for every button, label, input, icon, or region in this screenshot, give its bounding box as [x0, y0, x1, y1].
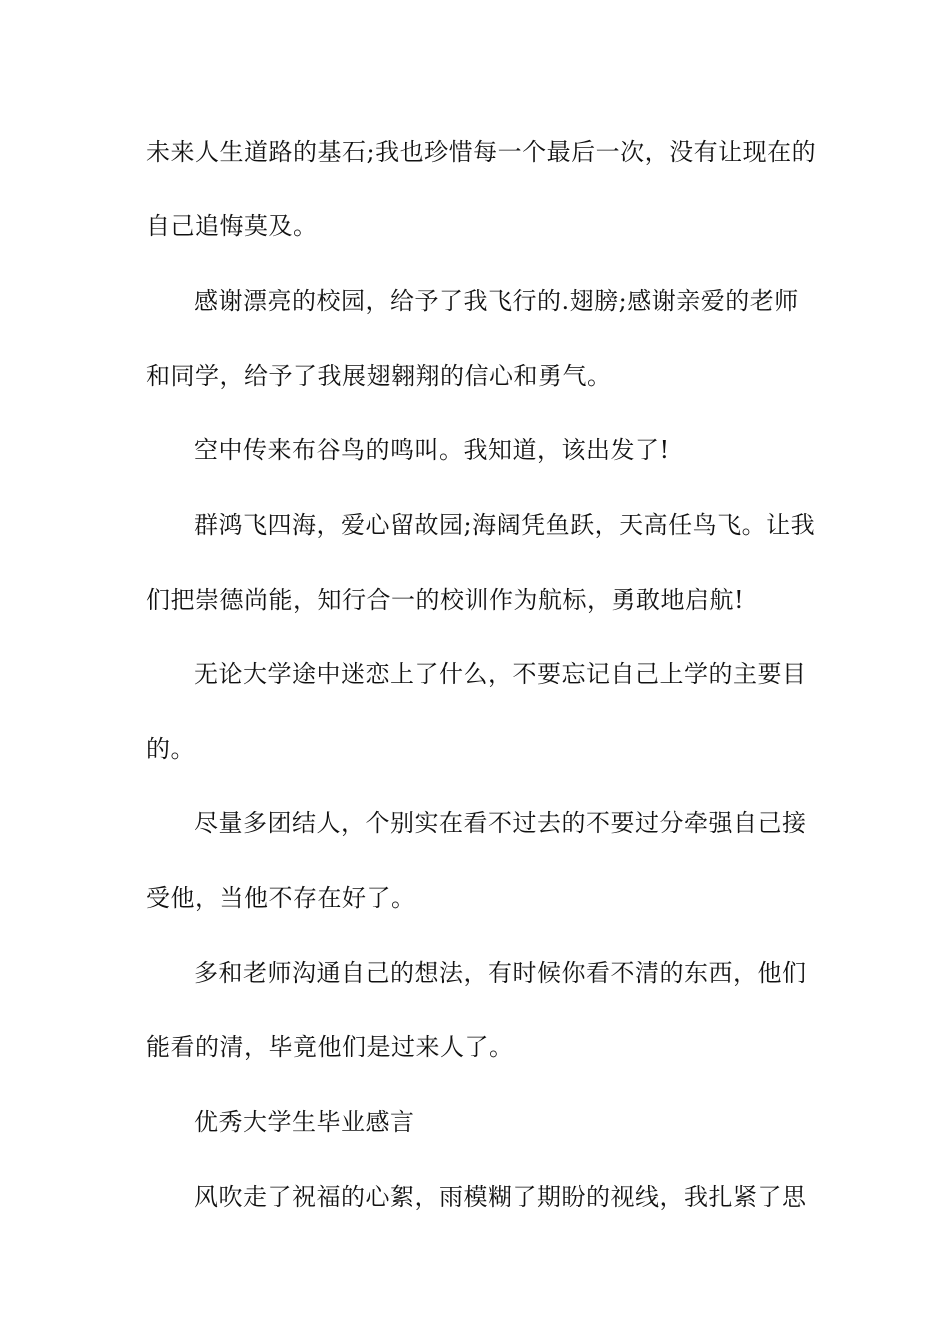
paragraph-first-line: 多和老师沟通自己的想法，有时候你看不清的东西，他们: [194, 959, 807, 987]
text-line: 的。: [146, 735, 195, 763]
paragraph-first-line: 无论大学途中迷恋上了什么，不要忘记自己上学的主要目: [194, 660, 807, 688]
text-line: 们把崇德尚能，知行合一的校训作为航标，勇敢地启航!: [146, 586, 745, 614]
paragraph-first-line: 感谢漂亮的校园，给予了我飞行的.翅膀;感谢亲爱的老师: [194, 287, 799, 315]
section-heading: 优秀大学生毕业感言: [194, 1108, 415, 1136]
paragraph-first-line: 空中传来布谷鸟的鸣叫。我知道，该出发了!: [194, 436, 670, 464]
paragraph-first-line: 尽量多团结人，个别实在看不过去的不要过分牵强自己接: [194, 809, 807, 837]
text-line: 自己追悔莫及。: [146, 212, 318, 240]
paragraph-first-line: 群鸿飞四海，爱心留故园;海阔凭鱼跃，天高任鸟飞。让我: [194, 511, 816, 539]
text-line: 和同学，给予了我展翅翱翔的信心和勇气。: [146, 362, 612, 390]
paragraph-first-line: 风吹走了祝福的心絮，雨模糊了期盼的视线，我扎紧了思: [194, 1183, 807, 1211]
text-line: 未来人生道路的基石;我也珍惜每一个最后一次，没有让现在的: [146, 138, 817, 166]
text-line: 能看的清，毕竟他们是过来人了。: [146, 1033, 514, 1061]
text-line: 受他，当他不存在好了。: [146, 884, 416, 912]
